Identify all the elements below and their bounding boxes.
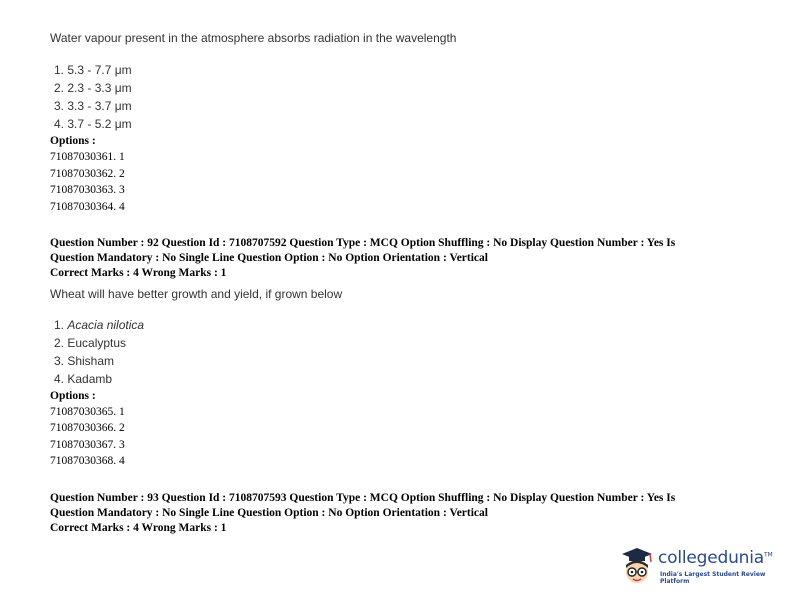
q92-header-line-1: Question Number : 92 Question Id : 7108707592 Question Type : MCQ Option Shuffling : No Display Question Number : Yes Is	[50, 237, 676, 249]
q91-option-id-1: 71087030361. 1	[50, 151, 125, 163]
q91-option-2: 2. 2.3 - 3.3 μm	[54, 81, 132, 95]
q92-options-heading: Options :	[50, 390, 96, 402]
q92-marks: Correct Marks : 4 Wrong Marks : 1	[50, 267, 227, 279]
q91-option-id-2: 71087030362. 2	[50, 168, 125, 180]
q91-option-id-4: 71087030364. 4	[50, 201, 125, 213]
q93-header-line-1: Question Number : 93 Question Id : 7108707593 Question Type : MCQ Option Shuffling : No Display Question Number : Yes Is	[50, 492, 676, 504]
q92-header-line-2: Question Mandatory : No Single Line Question Option : No Option Orientation : Vertical	[50, 252, 488, 264]
logo-tagline: India's Largest Student Review Platform	[660, 571, 766, 585]
q92-option-1	[54, 318, 144, 332]
q92-option-1-number: 1.	[54, 318, 68, 332]
q91-option-id-3: 71087030363. 3	[50, 184, 125, 196]
q91-option-4: 4. 3.7 - 5.2 μm	[54, 117, 132, 131]
q92-option-id-4: 71087030368. 4	[50, 455, 125, 467]
q92-option-id-3: 71087030367. 3	[50, 439, 125, 451]
q93-marks: Correct Marks : 4 Wrong Marks : 1	[50, 522, 227, 534]
collegedunia-logo	[618, 544, 778, 590]
logo-brand	[658, 548, 772, 568]
logo-trademark: TM	[763, 551, 773, 559]
q92-option-3: 3. Shisham	[54, 354, 115, 368]
q91-option-3: 3. 3.3 - 3.7 μm	[54, 99, 132, 113]
logo-brand-text: collegedunia	[658, 548, 764, 568]
q93-header-line-2: Question Mandatory : No Single Line Question Option : No Option Orientation : Vertical	[50, 507, 488, 519]
q92-option-1-label: Acacia nilotica	[67, 318, 145, 332]
q91-option-1: 1. 5.3 - 7.7 μm	[54, 63, 132, 77]
question-91-text: Water vapour present in the atmosphere absorbs radiation in the wavelength	[50, 31, 457, 45]
q92-option-2: 2. Eucalyptus	[54, 336, 127, 350]
q92-option-id-1: 71087030365. 1	[50, 406, 125, 418]
mascot-icon	[618, 544, 656, 590]
question-92-text: Wheat will have better growth and yield, if grown below	[50, 287, 343, 301]
q92-option-id-2: 71087030366. 2	[50, 422, 125, 434]
q91-options-heading: Options :	[50, 135, 96, 147]
q92-option-4: 4. Kadamb	[54, 372, 113, 386]
